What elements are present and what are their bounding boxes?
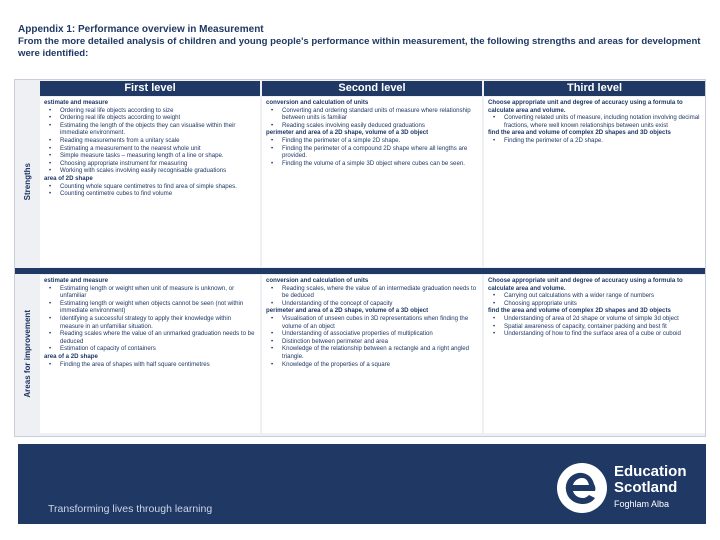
- list-item: • Understanding of associative properties of multiplication: [282, 330, 478, 338]
- list-item: • Reading scales involving easily deduced graduations: [282, 122, 478, 130]
- section-heading: Choose appropriate unit and degree of accuracy using a formula to calculate area and volume.: [488, 277, 683, 292]
- list-item: • Finding the perimeter of a compound 2D shape where all lengths are provided.: [282, 145, 478, 160]
- bullet-list: [266, 315, 478, 368]
- row-separator: [15, 268, 705, 274]
- bullet-list: [44, 361, 256, 369]
- section-heading: estimate and measure: [44, 99, 109, 106]
- section-heading: area of a 2D shape: [44, 352, 98, 360]
- bullet-list: [488, 292, 701, 307]
- column-header-first-level: First level: [40, 81, 260, 96]
- list-item: • Spatial awareness of capacity, container packing and best fit: [504, 323, 701, 331]
- bullet-list: [488, 315, 701, 338]
- list-item: • Reading scales where the value of an unmarked graduation needs to be deduced: [60, 330, 256, 345]
- list-item: • Finding the perimeter of a 2D shape.: [504, 137, 701, 145]
- list-item: • Distinction between perimeter and area: [282, 338, 478, 346]
- improvement-first-level-cell: [40, 275, 260, 433]
- section-heading: conversion and calculation of units: [266, 99, 369, 106]
- list-item: • Reading scales, where the value of an intermediate graduation needs to be deduced: [282, 285, 478, 300]
- list-item: • Estimating a measurement to the nearest whole unit: [60, 145, 256, 153]
- list-item: • Understanding of the concept of capacity: [282, 300, 478, 308]
- brand-gaelic-name: Foghlam Alba: [614, 499, 670, 509]
- footer-tagline: Transforming lives through learning: [48, 503, 213, 515]
- bullet-list: [488, 114, 701, 129]
- section-heading: conversion and calculation of units: [266, 277, 369, 284]
- list-item: • Carrying out calculations with a wider range of numbers: [504, 292, 701, 300]
- section-heading: Choose appropriate unit and degree of accuracy using a formula to calculate area and volume.: [488, 99, 683, 114]
- education-scotland-logo-icon: [556, 462, 608, 514]
- section-heading: area of 2D shape: [44, 174, 93, 182]
- page-subtitle: From the more detailed analysis of children and young people's performance within measurement, the following strengths and areas for development were identified:: [18, 36, 701, 59]
- bullet-list: [266, 107, 478, 130]
- list-item: • Understanding of area of 2d shape or volume of simple 3d object: [504, 315, 701, 323]
- improvement-second-level-cell: [262, 275, 482, 433]
- bullet-list: [44, 285, 256, 353]
- strengths-third-level-cell: [484, 97, 705, 267]
- list-item: • Estimating length or weight when unit of measure is unknown, or unfamiliar: [60, 285, 256, 300]
- list-item: • Visualisation of unseen cubes in 3D representations when finding the volume of an object: [282, 315, 478, 330]
- row-label-improvement: [15, 275, 39, 433]
- row-label-strengths: [15, 97, 39, 267]
- bullet-list: [44, 183, 256, 198]
- list-item: • Converting related units of measure, including notation involving decimal fractions, where well known relationships between units exist: [504, 114, 701, 129]
- column-header-second-level: Second level: [262, 81, 482, 96]
- section-heading: find the area and volume of complex 2D shapes and 3D objects: [488, 307, 671, 315]
- list-item: • Counting whole square centimetres to find area of simple shapes.: [60, 183, 256, 191]
- section-heading: perimeter and area of a 2D shape, volume of a 3D object: [266, 129, 429, 137]
- strengths-first-level-cell: [40, 97, 260, 267]
- bullet-list: [266, 137, 478, 167]
- brand-line-1: Education: [614, 463, 687, 480]
- list-item: • Knowledge of the properties of a square: [282, 361, 478, 369]
- brand-line-2: Scotland: [614, 479, 678, 496]
- bullet-list: [44, 107, 256, 175]
- section-heading: estimate and measure: [44, 277, 109, 284]
- list-item: • Ordering real life objects according to size: [60, 107, 256, 115]
- list-item: • Estimating the length of the objects they can visualise within their immediate environment.: [60, 122, 256, 137]
- column-header-third-level: Third level: [484, 81, 705, 96]
- list-item: • Reading measurements from a unitary scale: [60, 137, 256, 145]
- list-item: • Knowledge of the relationship between a rectangle and a right angled triangle.: [282, 345, 478, 360]
- list-item: • Choosing appropriate units: [504, 300, 701, 308]
- strengths-second-level-cell: [262, 97, 482, 267]
- list-item: • Working with scales involving easily recognisable graduations: [60, 167, 256, 175]
- row-label-improvement-text: Areas for improvement: [22, 310, 32, 398]
- page-title: Appendix 1: Performance overview in Measurement: [18, 24, 264, 35]
- brand-wordmark: [614, 464, 687, 510]
- bullet-list: [266, 285, 478, 308]
- list-item: • Estimation of capacity of containers: [60, 345, 256, 353]
- list-item: • Simple measure tasks – measuring length of a line or shape.: [60, 152, 256, 160]
- list-item: • Finding the area of shapes with half square centimetres: [60, 361, 256, 369]
- list-item: • Estimating length or weight when objects cannot be seen (not within immediate environment): [60, 300, 256, 315]
- list-item: • Ordering real life objects according to weight: [60, 114, 256, 122]
- row-label-strengths-text: Strengths: [22, 163, 32, 201]
- section-heading: find the area and volume of complex 2D shapes and 3D objects: [488, 129, 671, 137]
- list-item: • Counting centimetre cubes to find volume: [60, 190, 256, 198]
- list-item: • Finding the volume of a simple 3D object where cubes can be seen.: [282, 160, 478, 168]
- bullet-list: [488, 137, 701, 145]
- list-item: • Identifying a successful strategy to apply their knowledge within measure in an unfamiliar situation.: [60, 315, 256, 330]
- list-item: • Converting and ordering standard units of measure where relationship between units is familiar: [282, 107, 478, 122]
- list-item: • Finding the perimeter of a simple 2D shape.: [282, 137, 478, 145]
- list-item: • Understanding of how to find the surface area of a cube or cuboid: [504, 330, 701, 338]
- list-item: • Choosing appropriate instrument for measuring: [60, 160, 256, 168]
- document-header: [18, 24, 708, 60]
- section-heading: perimeter and area of a 2D shape, volume of a 3D object: [266, 307, 429, 315]
- improvement-third-level-cell: [484, 275, 705, 433]
